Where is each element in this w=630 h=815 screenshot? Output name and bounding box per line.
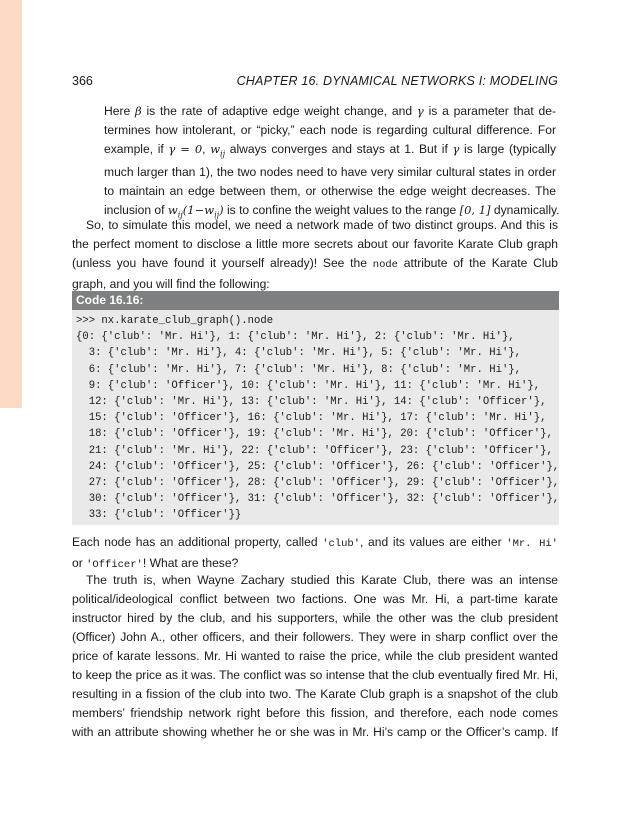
text-line: political/ideological conflict between two factions. One was Mr. Hi, a part-time karate [72,592,558,606]
code-line: 30: {'club': 'Officer'}, 31: {'club': 'Officer'}, 32: {'club': 'Officer'}, [76,493,560,506]
text-line: example, if γ = 0, $w_{ij}$ always converges and stays at 1. But if γ is large (typically [104,142,557,159]
page-number: 366 [72,74,93,88]
page-header [72,74,558,92]
code-line: {0: {'club': 'Mr. Hi'}, 1: {'club': 'Mr. Hi'}, 2: {'club': 'Mr. Hi'}, [76,331,515,344]
code-line: 27: {'club': 'Officer'}, 28: {'club': 'Officer'}, 29: {'club': 'Officer'}, [76,477,560,490]
code-line: 3: {'club': 'Mr. Hi'}, 4: {'club': 'Mr. Hi'}, 5: {'club': 'Mr. Hi'}, [76,347,522,360]
text-line: (Officer) John A., other officers, and their followers. They were in sharp conflict over the [72,630,558,644]
code-listing [72,291,559,525]
text-line: termines how intolerant, or “picky,” each node is regarding cultural difference. For [104,123,556,137]
code-line: 6: {'club': 'Mr. Hi'}, 7: {'club': 'Mr. Hi'}, 8: {'club': 'Mr. Hi'}, [76,363,522,376]
paragraph-zachary-story [72,571,558,742]
text-line: much larger than 1), the two nodes need to have very similar cultural states in order [104,165,556,180]
text-line: the perfect moment to disclose a little more secrets about our favorite Karate Club graph [72,237,558,251]
text-line: So, to simulate this model, we need a network made of two distinct groups. And this is [86,218,558,232]
code-line: 15: {'club': 'Officer'}, 16: {'club': 'Mr. Hi'}, 17: {'club': 'Mr. Hi'}, [76,412,547,425]
chapter-title: CHAPTER 16. DYNAMICAL NETWORKS I: MODELING [236,74,558,88]
paragraph-club-attribute [72,533,558,575]
code-line: 24: {'club': 'Officer'}, 25: {'club': 'Officer'}, 26: {'club': 'Officer'}, [76,460,560,473]
text-line: members’ friendship network right before this fission, and therefore, each node comes [72,706,558,720]
text-line: with an attribute showing whether he or she was in Mr. Hi’s camp or the Officer’s camp. If [72,725,558,739]
text-line: (unless you have found it yourself already)! See the node attribute of the Karate Club [72,256,558,271]
text-line: price of karate lessons. Mr. Hi wanted to raise the price, while the club president wanted [72,649,558,663]
paragraph-model-parameters [104,102,560,225]
text-line: resulting in a fission of the club into two. The Karate Club graph is a snapshot of the club [72,687,558,701]
text-line: to maintain an edge between them, or otherwise the edge weight decreases. The [104,184,556,199]
code-line: 33: {'club': 'Officer'}} [76,509,242,522]
code-body [76,313,560,524]
chapter-side-tab [0,0,22,408]
paragraph-karate-intro [72,216,558,294]
text-line: Each node has an additional property, called 'club', and its values are either 'Mr. Hi' [72,535,558,550]
text-line: instructor hired by the club, and his supporters, while the other was the club president [72,611,558,625]
text-line: to keep the price as it was. The conflict was so intense that the club eventually fired Mr. Hi, [72,668,558,682]
code-line: >>> nx.karate_club_graph().node [76,315,274,327]
code-line: 12: {'club': 'Mr. Hi'}, 13: {'club': 'Mr. Hi'}, 14: {'club': 'Officer'}, [76,396,547,409]
text-line: Here β is the rate of adaptive edge weight change, and γ is a parameter that de- [104,104,557,118]
text-line: The truth is, when Wayne Zachary studied this Karate Club, there was an intense [86,573,558,587]
code-line: 21: {'club': 'Mr. Hi'}, 22: {'club': 'Officer'}, 23: {'club': 'Officer'}, [76,444,553,457]
code-line: 18: {'club': 'Officer'}, 19: {'club': 'Mr. Hi'}, 20: {'club': 'Officer'}, [76,428,553,441]
text-line: inclusion of $w_{ij}(1-w_{ij})$ is to confine the weight values to the range [0, 1] dynamically. [104,203,560,220]
text-line: or 'Officer'! What are these? [72,556,239,571]
code-title: Code 16.16: [72,291,559,310]
code-line: 9: {'club': 'Officer'}, 10: {'club': 'Mr. Hi'}, 11: {'club': 'Mr. Hi'}, [76,379,541,392]
text-line: graph, and you will find the following: [72,277,270,291]
